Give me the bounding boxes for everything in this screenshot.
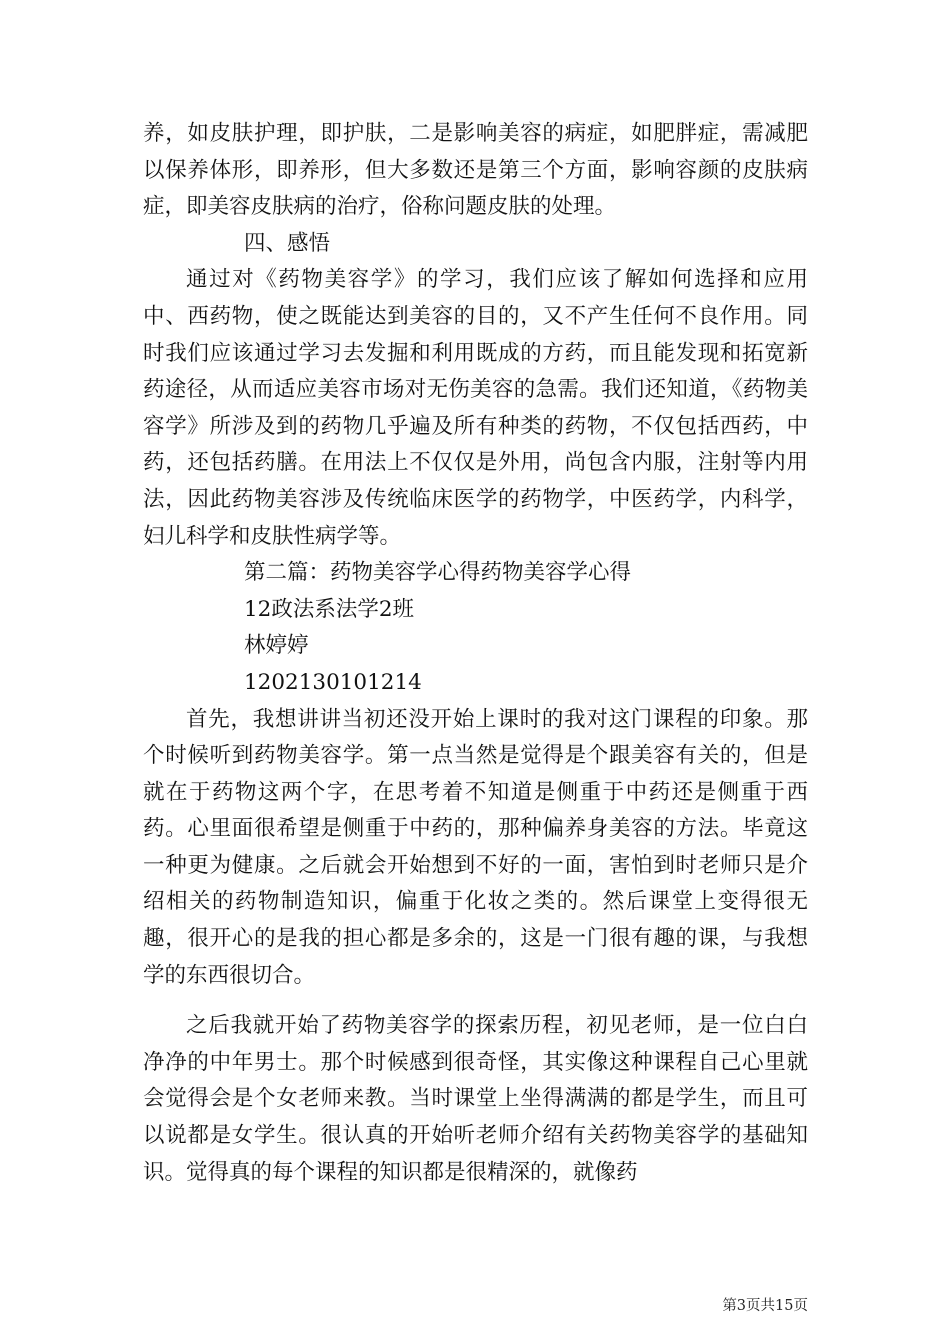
paragraph-continuation: 养，如皮肤护理，即护肤，二是影响美容的病症，如肥胖症，需减肥以保养体形，即养形，但大多数还是第三个方面，影响容颜的皮肤病症，即美容皮肤病的治疗，俗称问题皮肤的处理。 [143,121,808,220]
author-name: 林婷婷 [244,633,309,659]
paragraph-insight: 通过对《药物美容学》的学习，我们应该了解如何选择和应用中、西药物，使之既能达到美容的目的，又不产生任何不良作用。同时我们应该通过学习去发掘和利用既成的方药，而且能发现和拓宽新药途径，从而适应美容市场对无伤美容的急需。我们还知道，《药物美容学》所涉及到的药物几乎遍及所有种类的药物，不仅包括西药，中药，还包括药膳。在用法上不仅仅是外用，尚包含内服，注射等内用法，因此药物美容涉及传统临床医学的药物学，中医药学，内科学，妇儿科学和皮肤性病学等。 [143,267,808,549]
student-id: 1202130101214 [244,669,422,695]
paragraph-exploration: 之后我就开始了药物美容学的探索历程，初见老师，是一位白白净净的中年男士。那个时候感到很奇怪，其实像这种课程自己心里就会觉得会是个女老师来教。当时课堂上坐得满满的都是学生，而且可以说都是女学生。很认真的开始听老师介绍有关药物美容学的基础知识。觉得真的每个课程的知识都是很精深的，就像药 [143,1013,808,1185]
author-class: 12政法系法学2班 [244,596,415,622]
page-number-footer: 第3页共15页 [722,1298,808,1314]
paragraph-first-impression: 首先，我想讲讲当初还没开始上课时的我对这门课程的印象。那个时候听到药物美容学。第一点当然是觉得是个跟美容有关的，但是就在于药物这两个字，在思考着不知道是侧重于中药还是侧重于西药。心里面很希望是侧重于中药的，那种偏养身美容的方法。毕竟这一种更为健康。之后就会开始想到不好的一面，害怕到时老师只是介绍相关的药物制造知识，偏重于化妆之类的。然后课堂上变得很无趣，很开心的是我的担心都是多余的，这是一门很有趣的课，与我想学的东西很切合。 [143,706,808,988]
section-heading-insight: 四、感悟 [244,230,331,256]
document-body [143,116,808,1191]
chapter-title: 第二篇：药物美容学心得药物美容学心得 [244,560,632,586]
